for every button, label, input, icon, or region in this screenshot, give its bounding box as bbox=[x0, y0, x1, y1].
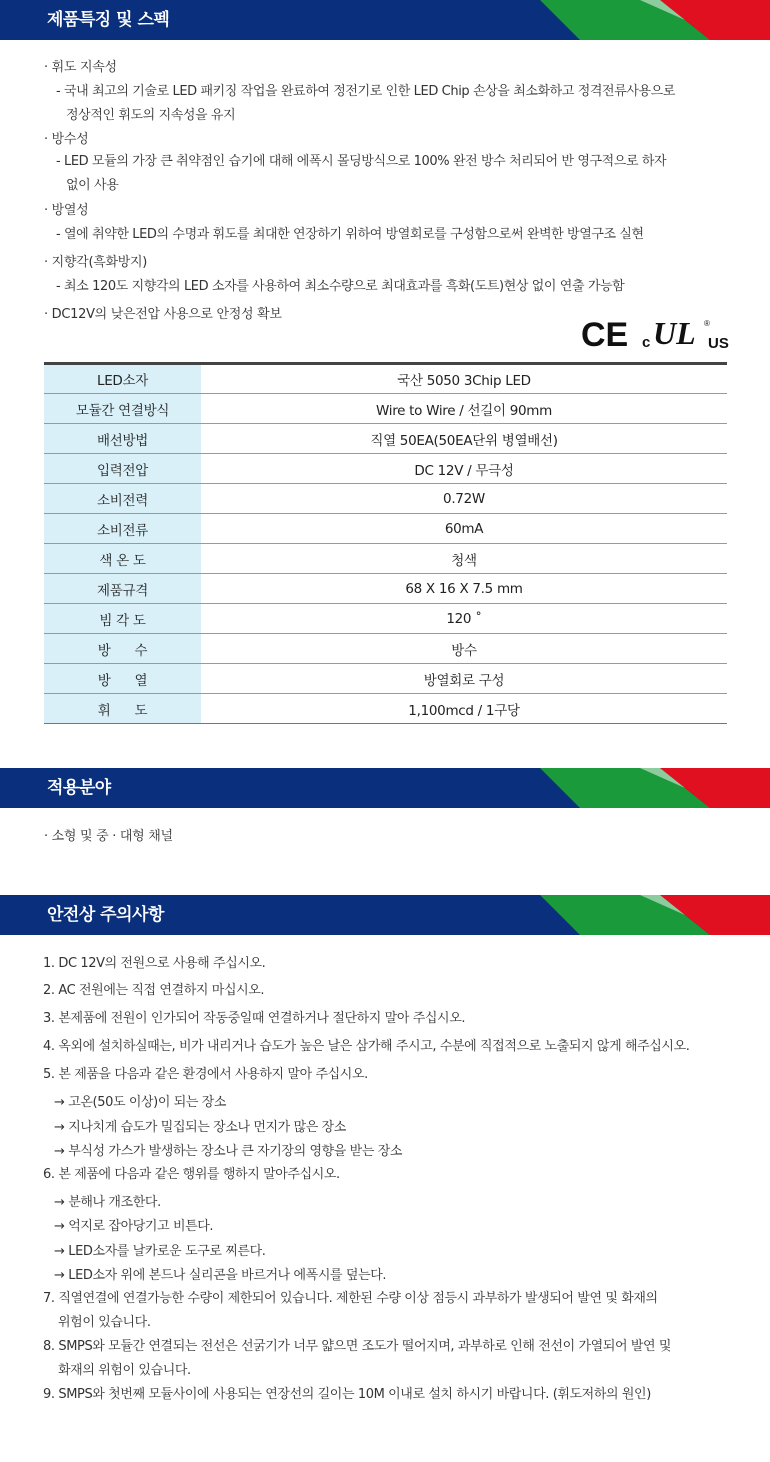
spec-key: 휘 도 bbox=[44, 694, 201, 724]
safety-item-line: 7. 직열연결에 연결가능한 수량이 제한되어 있습니다. 제한된 수량 이상 점등시 과부하가 발생되어 발연 및 화재의 bbox=[43, 1291, 658, 1306]
spec-key: 색 온 도 bbox=[44, 544, 201, 574]
spec-row bbox=[44, 664, 727, 694]
spec-value: 68 X 16 X 7.5 mm bbox=[201, 574, 727, 604]
header-decoration bbox=[540, 895, 770, 935]
safety-env-item: → 부식성 가스가 발생하는 장소나 큰 자기장의 영향을 받는 장소 bbox=[54, 1144, 403, 1159]
certification-logos bbox=[581, 316, 731, 350]
spec-row bbox=[44, 364, 727, 394]
safety-act-item: → LED소자를 날카로운 도구로 찌른다. bbox=[54, 1244, 266, 1259]
ce-mark: CE bbox=[581, 316, 629, 350]
apply-section-header bbox=[0, 768, 770, 808]
feature-title: · 휘도 지속성 bbox=[44, 60, 117, 75]
apply-text: · 소형 및 중 · 대형 채널 bbox=[44, 829, 173, 844]
feature-desc bbox=[56, 150, 706, 198]
spec-value: DC 12V / 무극성 bbox=[201, 454, 727, 484]
safety-item: 4. 옥외에 설치하실때는, 비가 내리거나 습도가 높은 날은 삼가해 주시고, 수분에 직접적으로 노출되지 않게 해주십시오. bbox=[43, 1039, 690, 1054]
spec-value: 1,100mcd / 1구당 bbox=[201, 694, 727, 724]
feature-title: · 지향각(흑화방지) bbox=[44, 255, 148, 270]
spec-value: 60mA bbox=[201, 514, 727, 544]
feature-title: · DC12V의 낮은전압 사용으로 안정성 확보 bbox=[44, 307, 282, 322]
features-title: 제품특징 및 스펙 bbox=[47, 10, 170, 30]
safety-item: 3. 본제품에 전원이 인가되어 작동중일때 연결하거나 절단하지 말아 주십시오. bbox=[43, 1011, 466, 1026]
spec-value: 방수 bbox=[201, 634, 727, 664]
safety-section-header bbox=[0, 895, 770, 935]
us-mark: US bbox=[708, 335, 729, 350]
feature-desc bbox=[56, 80, 706, 128]
spec-value: 0.72W bbox=[201, 484, 727, 514]
safety-item: 2. AC 전원에는 직접 연결하지 마십시오. bbox=[43, 983, 265, 998]
spec-key: 제품규격 bbox=[44, 574, 201, 604]
safety-item: 5. 본 제품을 다음과 같은 환경에서 사용하지 말아 주십시오. bbox=[43, 1067, 368, 1082]
feature-desc-line: 없이 사용 bbox=[66, 178, 119, 193]
feature-title: · 방열성 bbox=[44, 203, 89, 218]
spec-row bbox=[44, 394, 727, 424]
safety-item-line: 위험이 있습니다. bbox=[58, 1315, 151, 1330]
spec-value: Wire to Wire / 선길이 90mm bbox=[201, 394, 727, 424]
safety-item: 1. DC 12V의 전원으로 사용해 주십시오. bbox=[43, 956, 266, 971]
safety-item-line: 8. SMPS와 모듈간 연결되는 전선은 선굵기가 너무 얇으면 조도가 떨어지며, 과부하로 인해 전선이 가열되어 발연 및 bbox=[43, 1339, 672, 1354]
spec-row bbox=[44, 454, 727, 484]
spec-key: 모듈간 연결방식 bbox=[44, 394, 201, 424]
spec-key: 입력전압 bbox=[44, 454, 201, 484]
header-decoration bbox=[540, 0, 770, 40]
spec-row bbox=[44, 424, 727, 454]
spec-key: 배선방법 bbox=[44, 424, 201, 454]
feature-desc-line: - 국내 최고의 기술로 LED 패키징 작업을 완료하여 정전기로 인한 LED Chip 손상을 최소화하고 정격전류사용으로 bbox=[56, 84, 675, 99]
safety-act-item: → 억지로 잡아당기고 비튼다. bbox=[54, 1219, 214, 1234]
apply-title: 적용분야 bbox=[47, 778, 111, 798]
spec-row bbox=[44, 484, 727, 514]
spec-value: 국산 5050 3Chip LED bbox=[201, 364, 727, 394]
safety-env-item: → 지나치게 습도가 밀집되는 장소나 먼지가 많은 장소 bbox=[54, 1120, 346, 1135]
spec-row bbox=[44, 694, 727, 724]
features-section-header bbox=[0, 0, 770, 40]
spec-table bbox=[44, 362, 727, 724]
spec-key: 빔 각 도 bbox=[44, 604, 201, 634]
header-decoration bbox=[540, 768, 770, 808]
registered-mark: ® bbox=[704, 319, 710, 328]
spec-key: 소비전력 bbox=[44, 484, 201, 514]
spec-value: 120 ˚ bbox=[201, 604, 727, 634]
ul-mark: UL bbox=[653, 316, 696, 350]
spec-value: 방열회로 구성 bbox=[201, 664, 727, 694]
spec-key: 소비전류 bbox=[44, 514, 201, 544]
spec-key: 방 열 bbox=[44, 664, 201, 694]
spec-value: 청색 bbox=[201, 544, 727, 574]
feature-desc bbox=[56, 223, 706, 247]
spec-row bbox=[44, 514, 727, 544]
feature-desc bbox=[56, 275, 706, 299]
safety-item: 6. 본 제품에 다음과 같은 행위를 행하지 말아주십시오. bbox=[43, 1167, 340, 1182]
spec-row bbox=[44, 544, 727, 574]
safety-title: 안전상 주의사항 bbox=[47, 905, 164, 925]
safety-item bbox=[43, 1287, 743, 1335]
feature-desc-line: - 최소 120도 지향각의 LED 소자를 사용하여 최소수량으로 최대효과를 흑화(도트)현상 없이 연출 가능함 bbox=[56, 279, 625, 294]
c-mark: c bbox=[642, 334, 651, 350]
safety-act-item: → LED소자 위에 본드나 실리콘을 바르거나 에폭시를 덮는다. bbox=[54, 1268, 387, 1283]
feature-desc-line: - LED 모듈의 가장 큰 취약점인 습기에 대해 에폭시 몰딩방식으로 100% 완전 방수 처리되어 반 영구적으로 하자 bbox=[56, 154, 667, 169]
spec-row bbox=[44, 604, 727, 634]
feature-title: · 방수성 bbox=[44, 132, 89, 147]
feature-desc-line: - 열에 취약한 LED의 수명과 휘도를 최대한 연장하기 위하여 방열회로를 구성함으로써 완벽한 방열구조 실현 bbox=[56, 227, 644, 242]
safety-env-item: → 고온(50도 이상)이 되는 장소 bbox=[54, 1095, 227, 1110]
safety-item bbox=[43, 1335, 743, 1383]
spec-row bbox=[44, 634, 727, 664]
spec-value: 직열 50EA(50EA단위 병열배선) bbox=[201, 424, 727, 454]
feature-desc-line: 정상적인 휘도의 지속성을 유지 bbox=[66, 108, 236, 123]
spec-key: 방 수 bbox=[44, 634, 201, 664]
spec-row bbox=[44, 574, 727, 604]
spec-key: LED소자 bbox=[44, 364, 201, 394]
safety-item: 9. SMPS와 첫번째 모듈사이에 사용되는 연장선의 길이는 10M 이내로 설치 하시기 바랍니다. (휘도저하의 원인) bbox=[43, 1387, 651, 1402]
safety-item-line: 화재의 위험이 있습니다. bbox=[58, 1363, 191, 1378]
safety-act-item: → 분해나 개조한다. bbox=[54, 1195, 161, 1210]
